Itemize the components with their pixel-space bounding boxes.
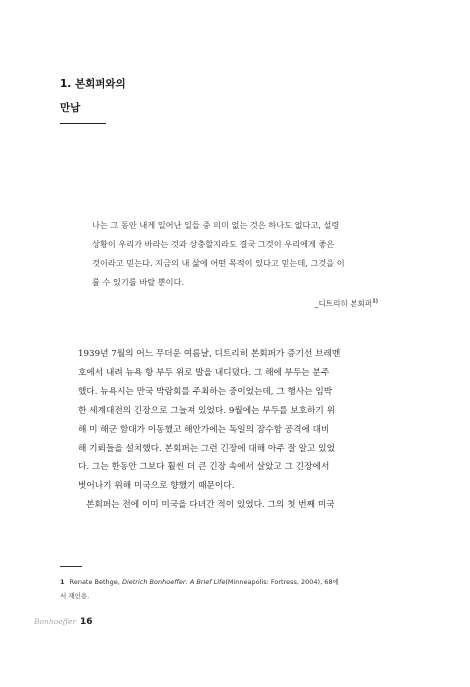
body-line: 1939년 7월의 어느 무더운 여름날, 디트리히 본회퍼가 증기선 브레멘 [78, 349, 341, 359]
body-line: 한 세계대전의 긴장으로 그늘져 있었다. 9월에는 부두를 보호하기 위 [78, 405, 335, 416]
page-number: 16 [79, 617, 93, 627]
footnote-rule [60, 566, 82, 567]
body-line: 해 기뢰들을 설치했다. 본회퍼는 그런 긴장에 대해 아주 잘 알고 있었 [78, 443, 335, 454]
footnote-reference[interactable]: 1) [372, 298, 378, 305]
chapter-title [60, 72, 360, 120]
footnote [60, 575, 390, 603]
chapter-title-line-1: 1. 본회퍼와의 [60, 78, 126, 90]
epigraph-line: 상황이 우리가 바라는 것과 상충할지라도 결국 그것이 우리에게 좋은 [92, 239, 335, 249]
body-line: 해 미 해군 함대가 이동했고 해안가에는 독일의 잠수함 공격에 대비 [78, 424, 330, 435]
footnote-number: 1 [60, 578, 65, 586]
chapter-title-line-2: 만남 [60, 102, 81, 114]
epigraph-attribution [315, 298, 378, 309]
body-text [78, 345, 392, 515]
epigraph [92, 216, 388, 292]
footnote-author: Renate Bethge, [69, 578, 120, 586]
running-head: Bonhoeffer [34, 617, 76, 626]
paragraph-2 [78, 496, 392, 515]
chapter-title-rule [60, 123, 106, 124]
footnote-publication: (Minneapolis: Fortress, 2004), 68에 [225, 578, 339, 586]
epigraph-line: 나는 그 동안 내게 일어난 일들 중 의미 없는 것은 하나도 없다고, 설령 [92, 220, 340, 230]
page-footer [34, 617, 93, 627]
footnote-book-title: Dietrich Bonhoeffer: A Brief Life [121, 578, 226, 586]
body-line: 했다. 뉴욕시는 만국 박람회를 주최하는 중이었는데, 그 행사는 임박 [78, 386, 333, 397]
attribution-text: _디트리히 본회퍼 [314, 299, 373, 308]
paragraph-1 [78, 345, 392, 496]
body-line: 본회퍼는 전에 이미 미국을 다녀간 적이 있었다. 그의 첫 번째 미국 [86, 500, 335, 511]
body-line: 다. 그는 한동안 그보다 훨씬 더 큰 긴장 속에서 살았고 그 긴장에서 [78, 462, 330, 473]
footnote-line-1 [60, 575, 390, 589]
footnote-line-2: 서 재인용. [60, 592, 90, 600]
body-line: 벗어나기 위해 미국으로 향했기 때문이다. [78, 481, 235, 492]
epigraph-line: 룰 수 있기를 바랄 뿐이다. [92, 277, 185, 287]
epigraph-line: 것이라고 믿는다. 지금의 내 삶에 어떤 목적이 있다고 믿는데, 그것을 이 [92, 258, 345, 268]
body-line: 호에서 내려 뉴욕 항 부두 위로 발을 내디뎠다. 그 해에 부두는 분주 [78, 367, 330, 378]
